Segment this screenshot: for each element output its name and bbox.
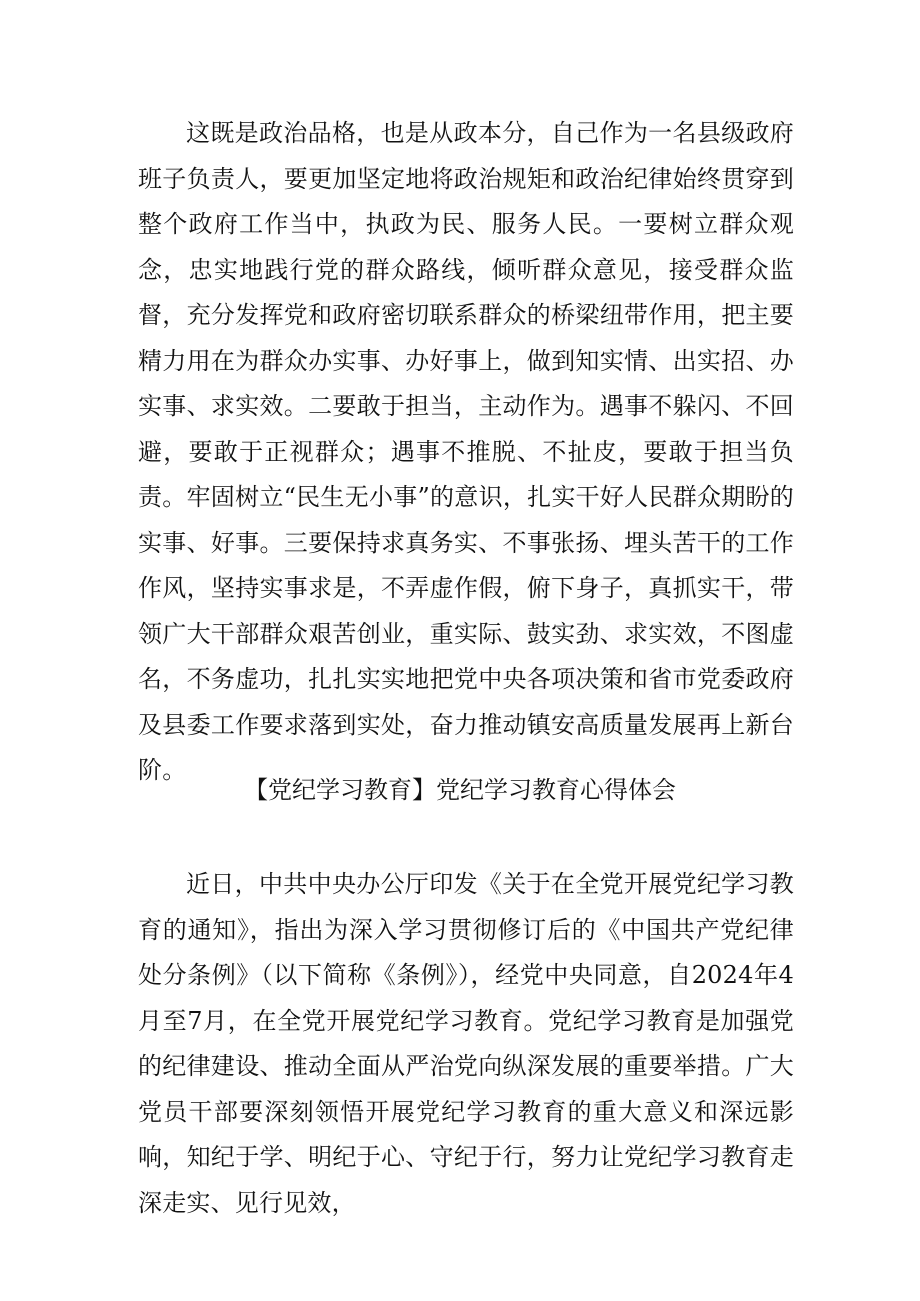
- section-heading: 【党纪学习教育】党纪学习教育心得体会: [244, 776, 676, 804]
- body-paragraph-2: 近日，中共中央办公厅印发《关于在全党开展党纪学习教育的通知》，指出为深入学习贯彻修订后的《中国共产党纪律处分条例》（以下简称《条例》），经党中央同意，自2024年4月至7月，在全党开展党纪学习教育。党纪学习教育是加强党的纪律建设、推动全面从严治党向纵深发展的重要举措。广大党员干部要深刻领悟开展党纪学习教育的重大意义和深远影响，知纪于学、明纪于心、守纪于行，努力让党纪学习教育走深走实、见行见效，: [138, 870, 794, 1217]
- body-paragraph-1: 这既是政治品格，也是从政本分，自己作为一名县级政府班子负责人，要更加坚定地将政治规矩和政治纪律始终贯穿到整个政府工作当中，执政为民、服务人民。一要树立群众观念，忠实地践行党的群众路线，倾听群众意见，接受群众监督，充分发挥党和政府密切联系群众的桥梁纽带作用，把主要精力用在为群众办实事、办好事上，做到知实情、出实招、办实事、求实效。二要敢于担当，主动作为。遇事不躲闪、不回避，要敢于正视群众；遇事不推脱、不扯皮，要敢于担当负责。牢固树立“民生无小事”的意识，扎实干好人民群众期盼的实事、好事。三要保持求真务实、不事张扬、埋头苦干的工作作风，坚持实事求是，不弄虚作假，俯下身子，真抓实干，带领广大干部群众艰苦创业，重实际、鼓实劲、求实效，不图虚名，不务虚功，扎扎实实地把党中央各项决策和省市党委政府及县委工作要求落到实处，奋力推动镇安高质量发展再上新台阶。: [138, 119, 794, 784]
